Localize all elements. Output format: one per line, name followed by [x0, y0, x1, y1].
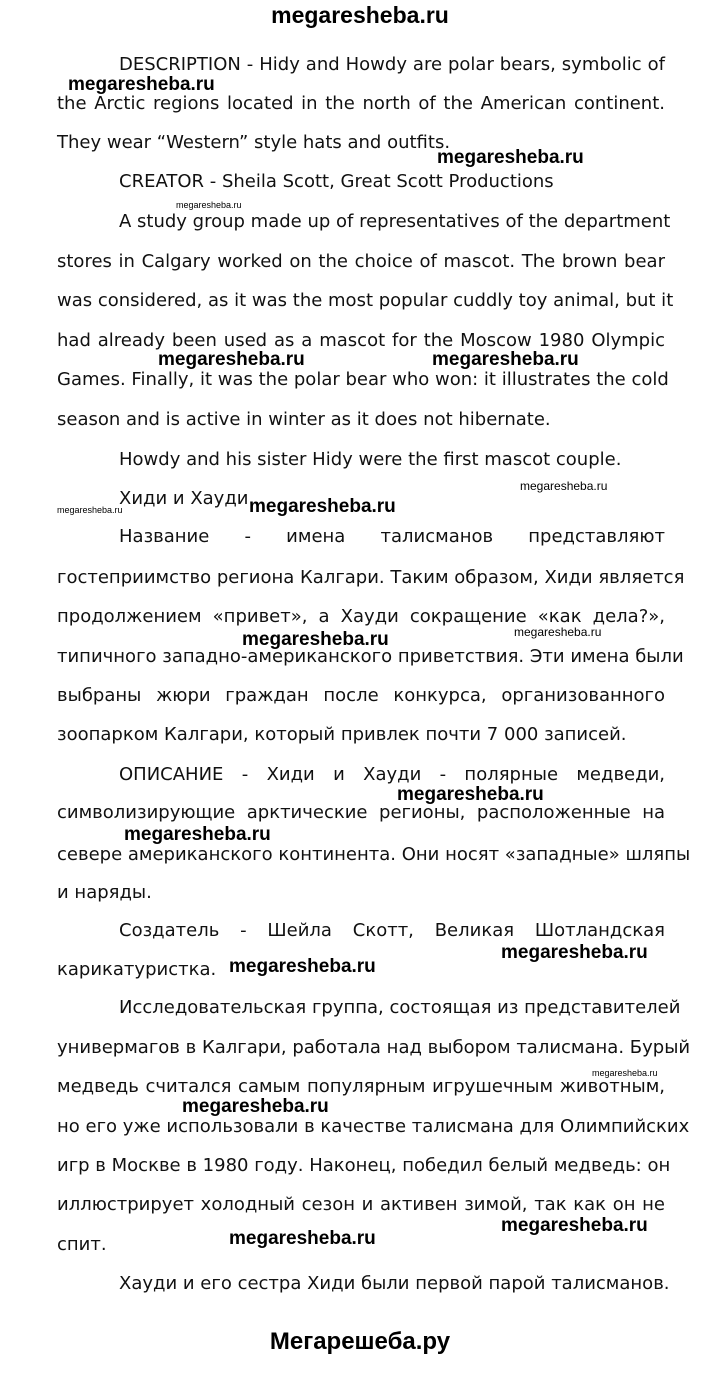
text-line: символизирующие арктические регионы, расположенные на	[57, 802, 665, 823]
text-line: гостеприимство региона Калгари. Таким образом, Хиди является	[57, 567, 685, 588]
text-line: Создатель - Шейла Скотт, Великая Шотландская	[119, 920, 665, 941]
watermark: megaresheba.ru	[176, 200, 242, 210]
watermark: megaresheba.ru	[592, 1068, 658, 1078]
text-line: ОПИСАНИЕ - Хиди и Хауди - полярные медведи,	[119, 764, 665, 785]
page-header: megaresheba.ru	[271, 2, 449, 28]
text-line: севере американского континента. Они носят «западные» шляпы	[57, 844, 691, 865]
text-line: DESCRIPTION - Hidy and Howdy are polar bears, symbolic of	[119, 54, 665, 75]
watermark: megaresheba.ru	[397, 784, 544, 805]
watermark: megaresheba.ru	[57, 505, 123, 515]
watermark: megaresheba.ru	[158, 349, 305, 370]
text-line: stores in Calgary worked on the choice of mascot. The brown bear	[57, 251, 665, 272]
section-title: Хиди и Хауди.	[119, 488, 255, 509]
text-line: Games. Finally, it was the polar bear who won: it illustrates the cold	[57, 369, 669, 390]
text-line: Хауди и его сестра Хиди были первой парой талисманов.	[119, 1273, 670, 1294]
text-line: They wear “Western” style hats and outfits.	[57, 132, 451, 153]
watermark: megaresheba.ru	[437, 147, 584, 168]
page-footer: Мегарешеба.ру	[269, 1328, 451, 1355]
watermark: megaresheba.ru	[242, 629, 389, 650]
watermark: megaresheba.ru	[501, 942, 648, 963]
text-line: CREATOR - Sheila Scott, Great Scott Productions	[119, 171, 554, 192]
text-line: медведь считался самым популярным игрушечным животным,	[57, 1076, 665, 1097]
watermark: megaresheba.ru	[520, 479, 608, 493]
text-line: the Arctic regions located in the north of the American continent.	[57, 93, 665, 114]
text-line: иллюстрирует холодный сезон и активен зимой, так как он не	[57, 1194, 665, 1215]
text-line: универмагов в Калгари, работала над выбором талисмана. Бурый	[57, 1037, 691, 1058]
text-line: карикатуристка.	[57, 959, 217, 980]
text-line: A study group made up of representatives of the department	[119, 211, 671, 232]
text-line: Исследовательская группа, состоящая из представителей	[119, 997, 681, 1018]
watermark: megaresheba.ru	[229, 956, 376, 977]
text-line: выбраны жюри граждан после конкурса, организованного	[57, 685, 665, 706]
watermark: megaresheba.ru	[229, 1228, 376, 1249]
text-line: продолжением «привет», а Хауди сокращение «как дела?»,	[57, 606, 665, 627]
watermark: megaresheba.ru	[124, 824, 271, 845]
watermark: megaresheba.ru	[432, 349, 579, 370]
text-line: Howdy and his sister Hidy were the first mascot couple.	[119, 449, 622, 470]
text-line: Название - имена талисманов представляют	[119, 526, 665, 547]
watermark: megaresheba.ru	[182, 1096, 329, 1117]
text-line: was considered, as it was the most popular cuddly toy animal, but it	[57, 290, 674, 311]
text-line: игр в Москве в 1980 году. Наконец, победил белый медведь: он	[57, 1155, 671, 1176]
watermark: megaresheba.ru	[501, 1215, 648, 1236]
text-line: спит.	[57, 1234, 107, 1255]
text-line: и наряды.	[57, 882, 152, 903]
text-line: но его уже использовали в качестве талисмана для Олимпийских	[57, 1116, 690, 1137]
text-line: зоопарком Калгари, который привлек почти 7 000 записей.	[57, 724, 627, 745]
watermark: megaresheba.ru	[514, 625, 602, 639]
watermark: megaresheba.ru	[68, 74, 215, 95]
text-line: типичного западно-американского приветствия. Эти имена были	[57, 646, 684, 667]
watermark: megaresheba.ru	[249, 496, 396, 517]
text-line: had already been used as a mascot for the Moscow 1980 Olympic	[57, 330, 665, 351]
text-line: season and is active in winter as it does not hibernate.	[57, 409, 551, 430]
